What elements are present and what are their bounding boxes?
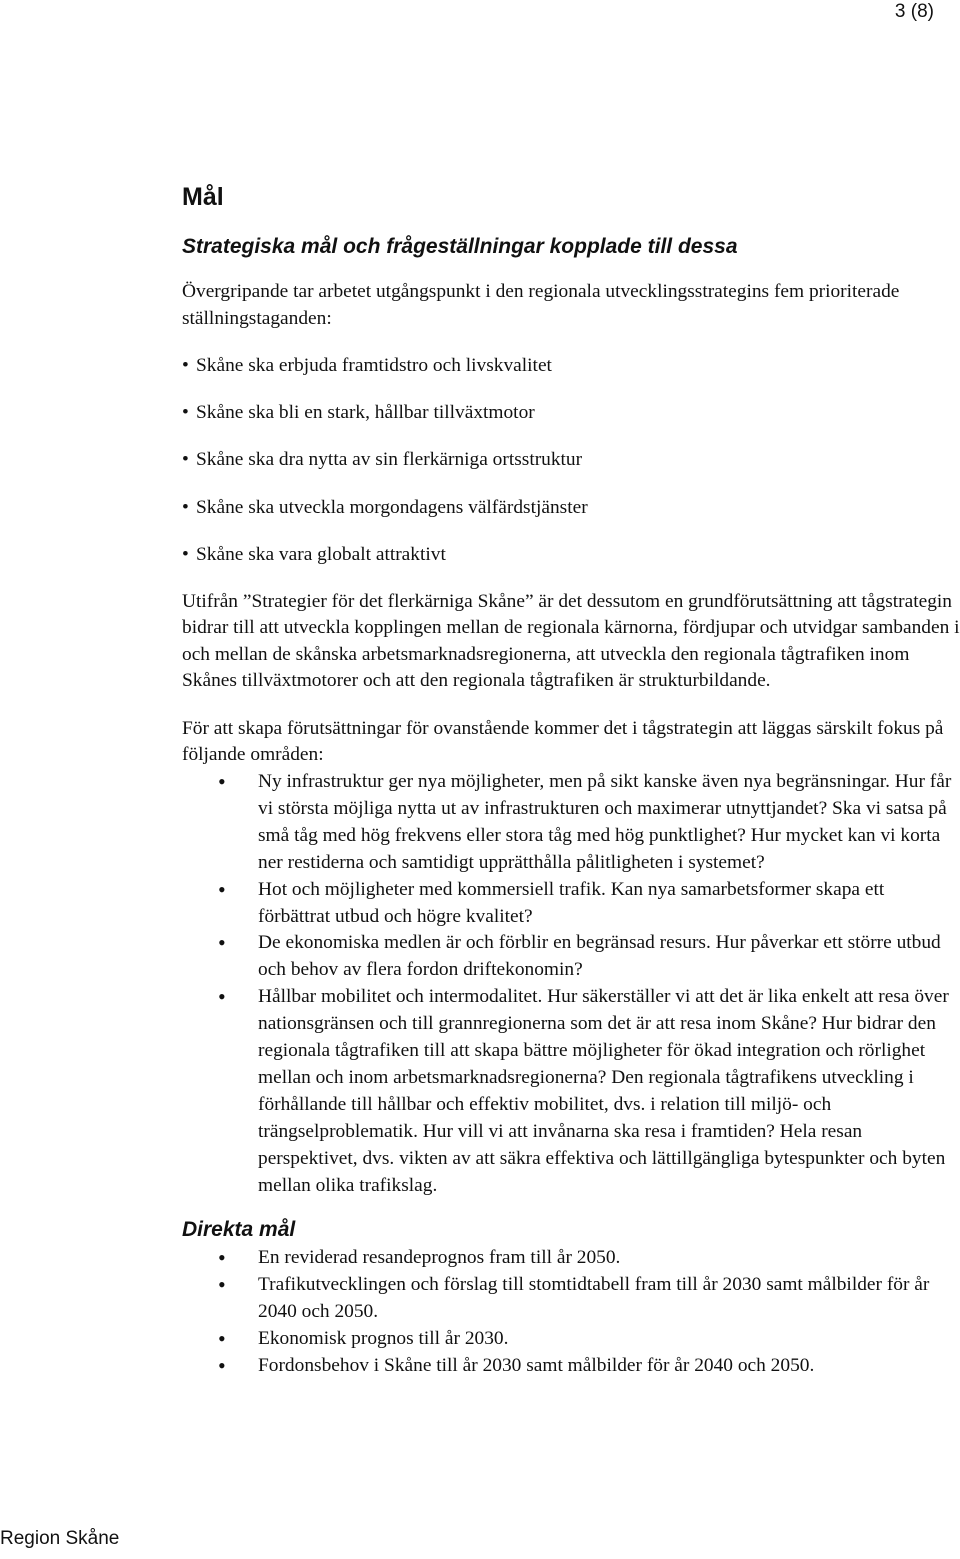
list-item: • Trafikutvecklingen och förslag till stomtidtabell fram till år 2030 samt målbilder för år 2040 och 2050.	[182, 1272, 960, 1326]
document-body	[182, 180, 960, 1380]
focus-areas-list	[182, 769, 960, 1200]
positions-list	[182, 353, 960, 569]
list-item: • Skåne ska bli en stark, hållbar tillväxtmotor	[182, 400, 960, 427]
list-item: • En reviderad resandeprognos fram till år 2050.	[182, 1245, 960, 1272]
list-item: • Ekonomisk prognos till år 2030.	[182, 1326, 960, 1353]
list-item: • Skåne ska erbjuda framtidstro och livskvalitet	[182, 353, 960, 380]
list-item: • Skåne ska vara globalt attraktivt	[182, 542, 960, 569]
bullet-icon: •	[182, 543, 189, 565]
page-title: Mål	[182, 183, 224, 211]
section-subheading: Strategiska mål och frågeställningar kopplade till dessa	[182, 235, 738, 258]
direct-goals-list	[182, 1245, 960, 1380]
intro-paragraph: Övergripande tar arbetet utgångspunkt i den regionala utvecklingsstrategins fem prioriterade ställningstaganden:	[182, 281, 900, 329]
bullet-icon: •	[182, 496, 189, 518]
list-item: • De ekonomiska medlen är och förblir en begränsad resurs. Hur påverkar ett större utbud och behov av flera fordon driftekonomin?	[182, 930, 960, 984]
list-item: • Skåne ska dra nytta av sin flerkärniga ortsstruktur	[182, 447, 960, 474]
focus-intro-paragraph: För att skapa förutsättningar för ovanstående kommer det i tågstrategin att läggas särskilt fokus på följande områden:	[182, 717, 944, 766]
list-item: • Hållbar mobilitet och intermodalitet. Hur säkerställer vi att det är lika enkelt att resa över nationsgränsen och till grannregionerna som det är att resa inom Skåne? Hur bidrar den regionala tågtrafiken till att skapa bättre möjligheter för ökad integration och rörlighet mellan och inom arbetsmarknadsregionerna? Den regionala tågtrafikens utveckling i förhållande till hållbar och effektiv mobilitet, dvs. i relation till miljö- och trängselproblematik. Hur vill vi att invånarna ska resa i framtiden? Hela resan perspektivet, dvs. vikten av att säkra effektiva och lättillgängliga bytespunkter och byten mellan olika trafikslag.	[182, 984, 960, 1199]
direct-goals-heading: Direkta mål	[182, 1218, 296, 1242]
page-number: 3 (8)	[894, 1, 934, 22]
list-item: • Fordonsbehov i Skåne till år 2030 samt målbilder för år 2040 och 2050.	[182, 1353, 960, 1380]
list-item: • Skåne ska utveckla morgondagens välfärdstjänster	[182, 495, 960, 522]
footer-organization: Region Skåne	[0, 1528, 120, 1549]
list-item: • Ny infrastruktur ger nya möjligheter, men på sikt kanske även nya begränsningar. Hur får vi största möjliga nytta ut av infrastrukturen och maximerar utnyttjandet? Ska vi satsa på små tåg med hög frekvens eller stora tåg med hög punktlighet? Hur mycket kan vi korta ner restiderna och samtidigt upprätthålla pålitligheten i systemet?	[182, 769, 960, 877]
bullet-icon: •	[182, 354, 189, 376]
strategy-paragraph: Utifrån ”Strategier för det flerkärniga Skåne” är det dessutom en grundförutsättning att tågstrategin bidrar till att utveckla kopplingen mellan de regionala kärnorna, fördjupar och utvidgar sambanden i och mellan de skånska arbetsmarknadsregionerna, att utveckla den regionala tågtrafiken inom Skånes tillväxtmotorer och att den regionala tågtrafiken är strukturbildande.	[182, 590, 960, 692]
bullet-icon: •	[182, 402, 189, 424]
list-item: • Hot och möjligheter med kommersiell trafik. Kan nya samarbetsformer skapa ett förbättrat utbud och högre kvalitet?	[182, 877, 960, 931]
bullet-icon: •	[182, 449, 189, 471]
